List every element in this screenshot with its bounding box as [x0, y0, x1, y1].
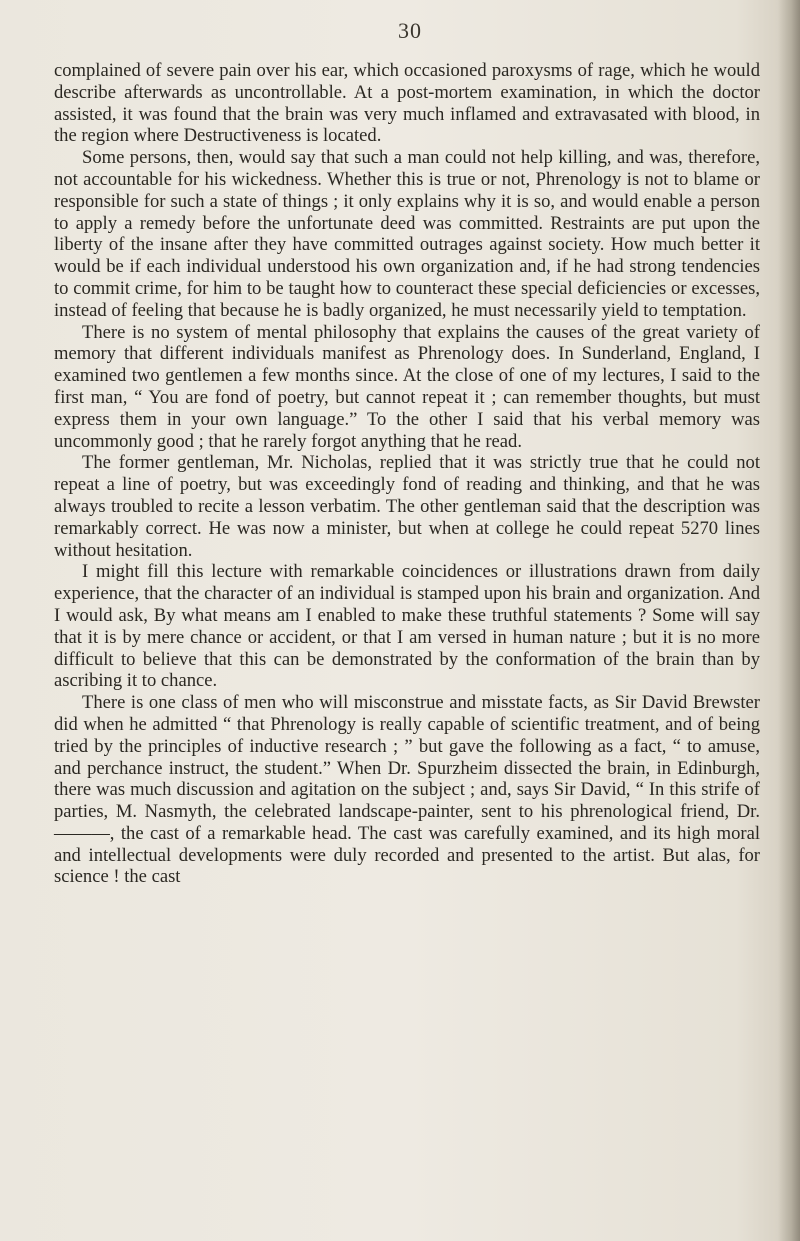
paragraph-4: The former gentleman, Mr. Nicholas, replied that it was strictly true that he could not repeat a line of poetry, but was exceedingly fond of reading and thinking, and that he was always troubled to recite a lesson verbatim. The other gentleman said that the description was remarkably correct. He was now a minister, but when at college he could repeat 5270 lines without hesitation.	[54, 452, 760, 561]
paragraph-6: There is one class of men who will misconstrue and misstate facts, as Sir David Brewster did when he admitted “ that Phrenology is really capable of scientific treatment, and of being tried by the principles of inductive research ; ” but gave the following as a fact, “ to amuse, and perchance instruct, the student.” When Dr. Spurzheim dissected the brain, in Edinburgh, there was much discussion and agitation on the subject ; and, says Sir David, “ In this strife of parties, M. Nasmyth, the celebrated landscape-painter, sent to his phrenological friend, Dr. ———, the cast of a remarkable head. The cast was carefully examined, and its high moral and intellectual developments were duly recorded and presented to the artist. But alas, for science ! the cast	[54, 692, 760, 888]
paragraph-2: Some persons, then, would say that such a man could not help killing, and was, therefore, not accountable for his wickedness. Whether this is true or not, Phrenology is not to blame or responsible for such a state of things ; it only explains why it is so, and would enable a person to apply a remedy before the unfortunate deed was committed. Restraints are put upon the liberty of the insane after they have committed outrages against society. How much better it would be if each individual understood his own organization and, if he had strong tendencies to commit crime, for him to be taught how to counteract these special deficiencies or excesses, instead of feeling that because he is badly organized, he must necessarily yield to temptation.	[54, 147, 760, 321]
paragraph-1: complained of severe pain over his ear, which occasioned paroxysms of rage, which he would describe afterwards as uncontrollable. At a post-mortem examination, in which the doctor assisted, it was found that the brain was very much inflamed and extravasated with blood, in the region where Destructiveness is located.	[54, 60, 760, 147]
paragraph-3: There is no system of mental philosophy that explains the causes of the great variety of memory that different individuals manifest as Phrenology does. In Sunderland, England, I examined two gentlemen a few months since. At the close of one of my lectures, I said to the first man, “ You are fond of poetry, but cannot repeat it ; can remember thoughts, but must express them in your own language.” To the other I said that his verbal memory was uncommonly good ; that he rarely forgot anything that he read.	[54, 321, 760, 452]
page-edge-shadow	[778, 0, 800, 1241]
body-text	[54, 60, 760, 888]
paragraph-5: I might fill this lecture with remarkable coincidences or illustrations drawn from daily experience, that the character of an individual is stamped upon his brain and organization. And I would ask, By what means am I enabled to make these truthful statements ? Some will say that it is by mere chance or accident, or that I am versed in human nature ; but it is no more difficult to believe that this can be demonstrated by the conformation of the brain than by ascribing it to chance.	[54, 561, 760, 692]
page-number: 30	[398, 18, 422, 43]
